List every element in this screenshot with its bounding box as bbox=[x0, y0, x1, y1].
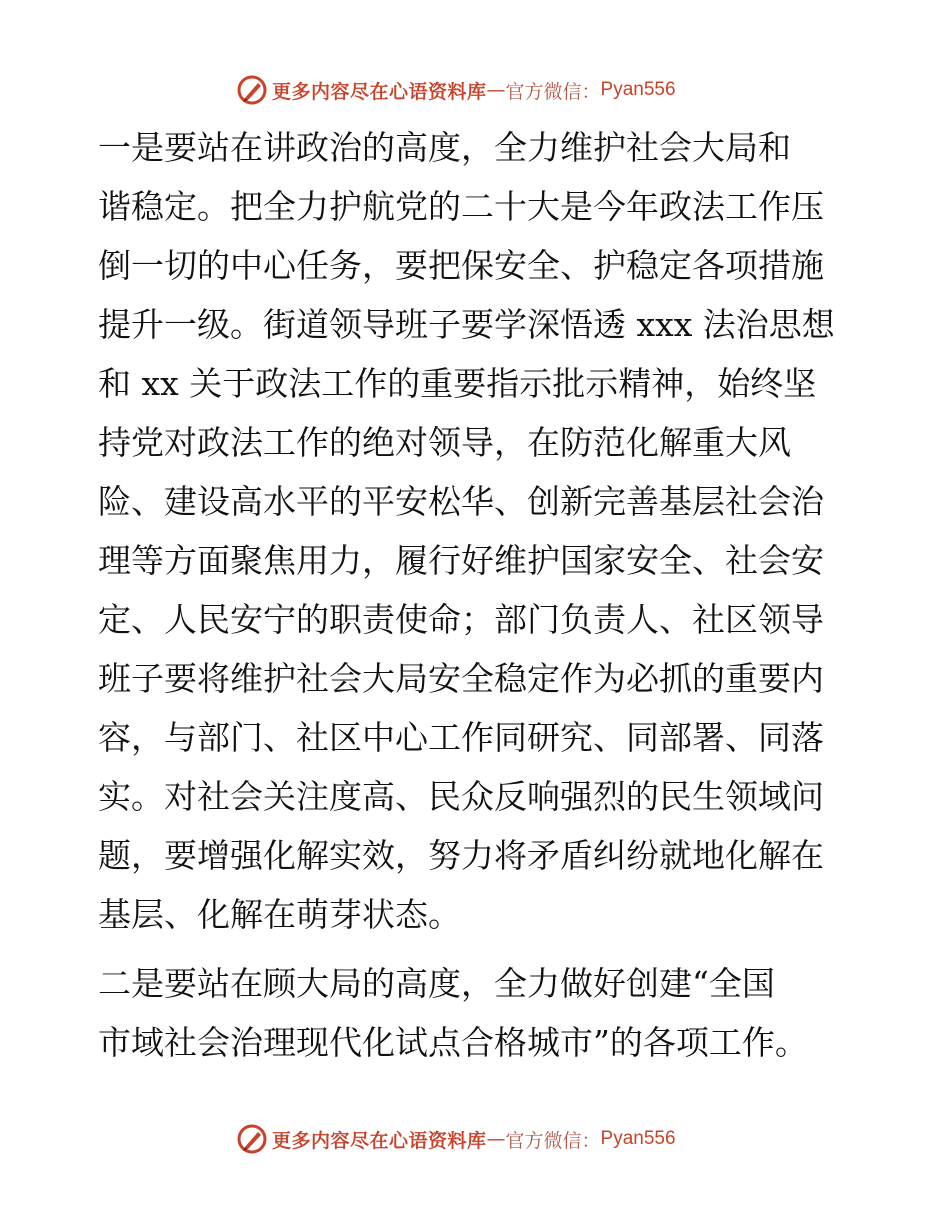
text-line: 市域社会治理现代化试点合格城市”的各项工作。 bbox=[98, 1023, 808, 1062]
wechat-label: 官方微信： bbox=[505, 1129, 601, 1152]
text-line: 题，要增强化解实效，努力将矛盾纠纷就地化解在 bbox=[98, 836, 824, 875]
wechat-label: 官方微信： bbox=[505, 80, 601, 103]
paragraph-2 bbox=[98, 954, 858, 1072]
header-watermark bbox=[236, 73, 716, 107]
pen-logo-icon bbox=[236, 74, 268, 106]
watermark-separator: — bbox=[486, 79, 506, 101]
text-line: 定、人民安宁的职责使命；部门负责人、社区领导 bbox=[98, 600, 824, 639]
watermark-separator: — bbox=[486, 1128, 506, 1150]
footer-watermark bbox=[236, 1122, 716, 1156]
wechat-id: Pyan556 bbox=[600, 1128, 676, 1149]
text-line: 二是要站在顾大局的高度，全力做好创建“全国 bbox=[98, 964, 775, 1003]
text-line: 提升一级。街道领导班子要学深悟透 xxx 法治思想 bbox=[98, 305, 835, 344]
document-body bbox=[98, 118, 858, 1072]
text-line: 和 xx 关于政法工作的重要指示批示精神，始终坚 bbox=[98, 364, 817, 403]
text-line: 持党对政法工作的绝对领导，在防范化解重大风 bbox=[98, 423, 791, 462]
text-line: 倒一切的中心任务，要把保安全、护稳定各项措施 bbox=[98, 246, 824, 285]
text-line: 理等方面聚焦用力，履行好维护国家安全、社会安 bbox=[98, 541, 824, 580]
text-line: 容，与部门、社区中心工作同研究、同部署、同落 bbox=[98, 718, 824, 757]
text-line: 险、建设高水平的平安松华、创新完善基层社会治 bbox=[98, 482, 824, 521]
pen-logo-icon bbox=[236, 1123, 268, 1155]
watermark-text: 更多内容尽在心语资料库 bbox=[272, 1129, 487, 1152]
text-line: 一是要站在讲政治的高度，全力维护社会大局和 bbox=[98, 128, 791, 167]
text-line: 基层、化解在萌芽状态。 bbox=[98, 895, 461, 934]
text-line: 谐稳定。把全力护航党的二十大是今年政法工作压 bbox=[98, 187, 824, 226]
wechat-id: Pyan556 bbox=[600, 79, 676, 100]
watermark-text: 更多内容尽在心语资料库 bbox=[272, 80, 487, 103]
paragraph-1 bbox=[98, 118, 858, 944]
text-line: 实。对社会关注度高、民众反响强烈的民生领域问 bbox=[98, 777, 824, 816]
text-line: 班子要将维护社会大局安全稳定作为必抓的重要内 bbox=[98, 659, 824, 698]
